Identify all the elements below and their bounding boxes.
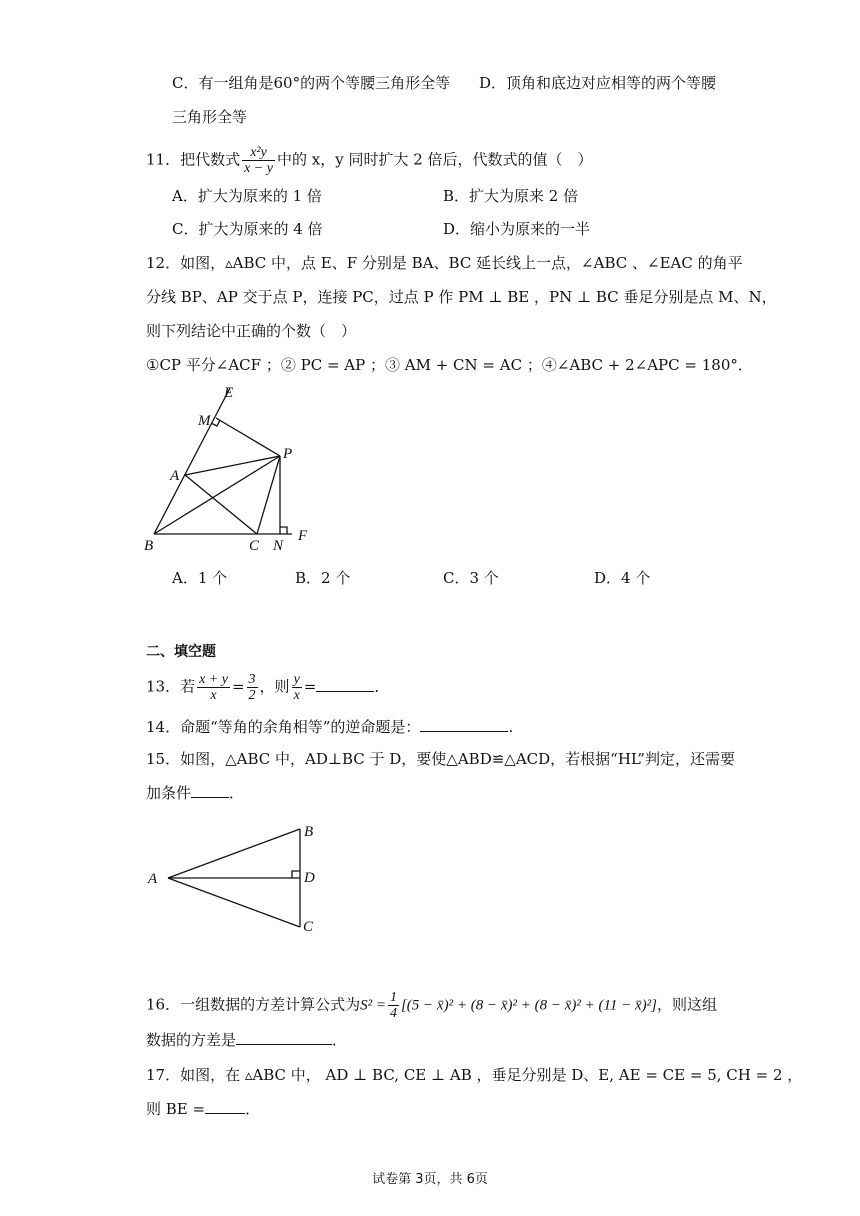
q16-stem-line2 bbox=[146, 1030, 347, 1050]
q15-right-angle-d bbox=[292, 871, 300, 878]
q13-fraction-1 bbox=[197, 672, 230, 703]
q13-fraction-1-denominator: x bbox=[210, 688, 217, 703]
q12-label-c: C bbox=[249, 538, 260, 554]
q13-equals-2: = bbox=[303, 677, 317, 696]
q14-prefix: 14．命题“等角的余角相等”的逆命题是： bbox=[146, 718, 421, 736]
q10-option-c: C．有一组角是60°的两个等腰三角形全等 bbox=[172, 74, 451, 92]
q13-fraction-3-denominator: x bbox=[293, 688, 300, 703]
q12-stem-line1: 12．如图，▵ABC 中，点 E、F 分别是 BA、BC 延长线上一点，∠ABC 、∠EAC 的角平 bbox=[146, 254, 743, 272]
q16-end: ． bbox=[332, 1031, 348, 1049]
q16-fraction bbox=[388, 990, 399, 1021]
q12-option-b: B．2 个 bbox=[295, 569, 351, 587]
q12-option-c: C．3 个 bbox=[443, 569, 499, 587]
q13-answer-blank[interactable] bbox=[316, 677, 374, 692]
q15-answer-blank[interactable] bbox=[191, 783, 229, 798]
q15-figure bbox=[140, 818, 340, 943]
q11-fraction-numerator: x²y bbox=[242, 145, 275, 161]
q11-stem bbox=[146, 145, 593, 176]
q14-answer-blank[interactable] bbox=[420, 717, 508, 732]
q13-fraction-1-numerator: x + y bbox=[199, 672, 228, 687]
q12-option-a: A．1 个 bbox=[172, 569, 228, 587]
q13-fraction-2-denominator: 2 bbox=[248, 688, 256, 703]
q12-option-d: D．4 个 bbox=[594, 569, 651, 587]
q11-prefix: 11．把代数式 bbox=[146, 150, 241, 169]
q16-line2-text: 数据的方差是 bbox=[146, 1031, 237, 1049]
q15-line-ab bbox=[168, 829, 300, 878]
q17-end: ． bbox=[245, 1100, 261, 1118]
q12-label-a: A bbox=[170, 468, 180, 484]
q13-fraction-3 bbox=[292, 672, 302, 703]
q13-end: ． bbox=[374, 677, 390, 696]
q12-label-f: F bbox=[298, 528, 308, 544]
q13-fraction-3-numerator: y bbox=[293, 672, 300, 687]
q12-stem-line3: 则下列结论中正确的个数（ ） bbox=[146, 322, 357, 340]
q12-right-angle-n bbox=[280, 527, 287, 534]
q13-prefix: 13．若 bbox=[146, 677, 196, 696]
q15-label-b: B bbox=[304, 824, 314, 840]
q12-line-ac bbox=[185, 475, 257, 534]
q10-option-d: D．顶角和底边对应相等的两个等腰 bbox=[479, 74, 717, 92]
q11-option-b: B．扩大为原来 2 倍 bbox=[443, 187, 579, 205]
q13-equals-1: = bbox=[231, 677, 245, 696]
q15-label-a: A bbox=[148, 871, 158, 887]
q12-label-b: B bbox=[144, 538, 154, 554]
q12-label-n: N bbox=[273, 538, 284, 554]
q16-suffix: ，则这组 bbox=[656, 995, 717, 1014]
q13-fraction-2-numerator: 3 bbox=[248, 672, 256, 687]
q15-stem-line2 bbox=[146, 783, 244, 803]
q11-option-a: A．扩大为原来的 1 倍 bbox=[172, 187, 322, 205]
q12-conclusions: ①CP 平分∠ACF ；② PC = AP ；③ AM + CN = AC ；④∠ABC + 2∠APC = 180°． bbox=[146, 356, 753, 374]
q16-fraction-numerator: 1 bbox=[389, 990, 397, 1005]
q16-s-squared: S² = bbox=[360, 997, 386, 1014]
q15-line-ac bbox=[168, 878, 300, 927]
q17-prefix: 则 BE = bbox=[146, 1100, 206, 1118]
q15-end: ． bbox=[229, 784, 245, 802]
q11-option-c: C．扩大为原来的 4 倍 bbox=[172, 220, 323, 238]
q12-label-m: M bbox=[198, 413, 211, 429]
q14-end: . bbox=[508, 718, 514, 736]
q12-line-be bbox=[154, 388, 230, 534]
q12-figure bbox=[140, 378, 330, 558]
q13-fraction-2 bbox=[247, 672, 258, 703]
section-title-fill-in: 二、填空题 bbox=[146, 644, 216, 660]
page-footer: 试卷第 3页，共 6页 bbox=[372, 1172, 488, 1187]
q12-label-p: P bbox=[283, 446, 293, 462]
q16-answer-blank[interactable] bbox=[236, 1030, 332, 1045]
q12-line-pm bbox=[216, 418, 280, 456]
q11-fraction bbox=[242, 145, 275, 176]
q15-stem-line1: 15．如图，△ABC 中，AD⊥BC 于 D，要使△ABD≌△ACD，若根据“HL”判定，还需要 bbox=[146, 750, 735, 768]
q16-stem-line1 bbox=[146, 990, 717, 1021]
q11-fraction-denominator: x − y bbox=[244, 161, 273, 176]
q15-label-c: C bbox=[303, 919, 314, 935]
q16-fraction-denominator: 4 bbox=[389, 1006, 397, 1021]
q13-stem bbox=[146, 672, 389, 703]
q16-prefix: 16．一组数据的方差计算公式为 bbox=[146, 995, 361, 1014]
q12-label-e: E bbox=[224, 385, 234, 401]
q17-stem-line1: 17．如图，在 ▵ABC 中， AD ⊥ BC, CE ⊥ AB ，垂足分别是 D、E, AE = CE = 5, CH = 2 ， bbox=[146, 1066, 803, 1084]
q17-answer-blank[interactable] bbox=[205, 1099, 245, 1114]
q17-stem-line2 bbox=[146, 1099, 260, 1119]
q10-option-d-wrap: 三角形全等 bbox=[172, 108, 248, 126]
q12-stem-line2: 分线 BP、AP 交于点 P，连接 PC，过点 P 作 PM ⊥ BE ，PN ⊥ BC 垂足分别是点 M、N， bbox=[146, 288, 777, 306]
q14-stem bbox=[146, 717, 513, 737]
q11-option-d: D．缩小为原来的一半 bbox=[443, 220, 591, 238]
q15-label-d: D bbox=[304, 870, 315, 886]
q16-formula: [(5 − x̄)² + (8 − x̄)² + (8 − x̄)² + (11 − x̄)²] bbox=[400, 997, 657, 1014]
q15-prefix: 加条件 bbox=[146, 784, 192, 802]
q11-suffix: 中的 x，y 同时扩大 2 倍后，代数式的值（ ） bbox=[276, 150, 593, 169]
q13-mid: ，则 bbox=[259, 677, 290, 696]
